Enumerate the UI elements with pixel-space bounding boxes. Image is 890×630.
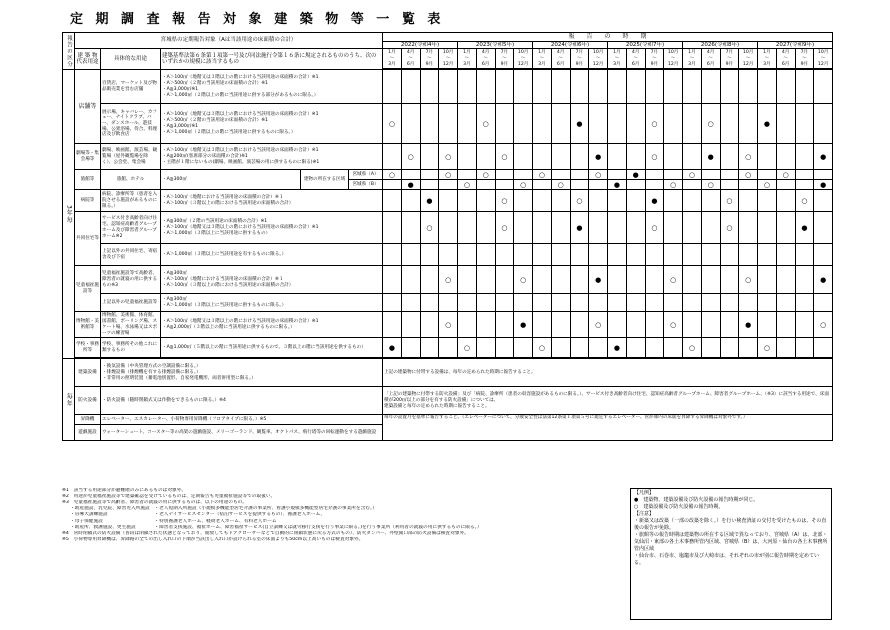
school-row <box>63 338 833 358</box>
store-name: 店舗等 <box>75 70 101 144</box>
mark-filled: ● <box>814 144 833 170</box>
mark-open: ○ <box>589 312 608 338</box>
theater-scale: ・A＞100㎡（地階又は３階以上の階における当該用途の床面積の合計）※1 ・A≧200㎡(客席部分の床面積の合計)※1 ・主階が１階にないもの(劇場、映画館、演芸場の用に供するものに限る)※1 <box>161 144 383 170</box>
theater-row <box>63 144 833 170</box>
mark-open: ○ <box>439 170 458 180</box>
month-cell: 1月 ～ 3月 <box>383 49 402 69</box>
elevator-note: 毎年の設置月を基準に報告すること。（エレベーターについて、分散安全性は法第12条第１項第５号に規定するエレベーター、管が庫内の床面を昇降する昇降機は対象外です。） <box>383 415 833 441</box>
store-row-1 <box>63 70 833 104</box>
mark-open: ○ <box>476 170 495 180</box>
mark-open: ○ <box>645 212 664 244</box>
notice-1: ・新築又は改築（一部の改築を除く。）を行い検査済証の交付を受けたものは、その直後の報告が免除。 <box>634 518 827 531</box>
hospital-use: 病院、診療所等（患者を入院させる施設があるものに限る。） <box>101 190 161 212</box>
hotel-scale: ・A≧300㎡ <box>161 170 301 190</box>
footnotes <box>62 488 622 543</box>
month-cell: 10月 ～ 12月 <box>664 49 683 69</box>
mark-open: ○ <box>664 266 683 294</box>
mark-open: ○ <box>495 190 514 212</box>
footnote: ・盲導犬訓練施設 ・老人デイサービスセンター（宿泊サービスを提供するもの）、養護老人ホーム、 <box>70 512 326 518</box>
welfare-use-1: 児童福祉施設等で高齢者、障害者の就寝の用に供するもの※3 <box>101 266 161 294</box>
year-2024: 2024(令和6年) <box>533 41 608 49</box>
mark-filled: ● <box>570 104 589 144</box>
housing-row-1 <box>63 212 833 244</box>
month-cell: 10月 ～ 12月 <box>739 49 758 69</box>
fire-row <box>63 387 833 415</box>
report-table <box>62 32 833 441</box>
mark-open: ○ <box>664 180 683 190</box>
mark-open: ○ <box>645 144 664 170</box>
hotel-name: 旅館等 <box>75 170 101 190</box>
store-row-2 <box>63 104 833 144</box>
mark-open: ○ <box>570 190 589 212</box>
ride-scale: ウォーターシュート、コースター等の高架の遊戯施設、メリーゴーランド、観覧車、オクトパス、飛行塔等の回転運動をする遊戯施設 <box>101 425 383 441</box>
theater-use: 劇場、映画館、演芸場、観覧場（屋外観覧場を除く）、公会堂、集会場 <box>101 144 161 170</box>
mark-open: ○ <box>458 180 477 190</box>
hotel-area-b: 宮城県（B） <box>349 180 383 190</box>
housing-use-1: サービス付き高齢者向け住宅、認知症高齢者グループホーム及び障害者グループホーム※2 <box>101 212 161 244</box>
footnote: ※2 用途が児童福祉施設等で建築確認を受けているものは、定期報告も児童福祉施設等での取扱い。 <box>62 494 276 500</box>
equipment-row <box>63 359 833 387</box>
fire-scale: ・防火設備（随時閉鎖式又は作動をできるものに限る。）※4 <box>101 387 383 415</box>
footnote: ※5 小荷物専用昇降機は、昇降路の全ての出し入れ口の下端が当該出し入れ口が設けられる室の床面よりも50cm以上高いものは検査対象外。 <box>62 536 364 542</box>
museum-name: 博物館・美術館等 <box>75 312 101 338</box>
legend-filled: ● 建築物、建築設備及び防火設備の報告時期が同じ。 <box>634 497 759 503</box>
mark-open: ○ <box>701 104 720 144</box>
housing-name: 共同住宅等 <box>75 212 101 266</box>
legend-open: ○ 建築設備及び防火設備の報告時期。 <box>634 504 724 510</box>
footnote: ・助産施設、乳児院、障害児入所施設 ・老人短期入所施設（小規模多機能型居宅介護の事業所、看護小規模多機能型居宅介護の事業所を含む。） <box>70 506 378 512</box>
mark-open: ○ <box>495 212 514 244</box>
mark-filled: ● <box>383 338 402 358</box>
scale-header: 建築基準法第６条第１項第一号及び同法施行令第１６条に規定されるもののうち、次のいずれかの規模に該当するもの <box>161 49 383 70</box>
concrete-use-header: 具体的な用途 <box>101 49 161 70</box>
welfare-row-1 <box>63 266 833 294</box>
museum-scale: ・A＞100㎡（地階又は３階以上の階における当該用途の床面積の合計）※1 ・A≧2,000㎡（３階以上の階に当該用途に供するものに限る。） <box>161 312 383 338</box>
welfare-scale-1: ・A≧300㎡ ・A＞100㎡（地階における当該用途の床面積の合計）※１ ・A＞100㎡（３階以上の階における当該用途の床面積の合計） <box>161 266 383 294</box>
welfare-use-2: 上記以外の児童福祉施設等 <box>101 294 161 312</box>
store-use-1: 百貨店、マーケット及び物品販売業を営む店舗 <box>101 70 161 104</box>
footnote: ※1 該当する用途部分が避難階のみにあるものは対象外。 <box>62 488 187 493</box>
footnote: ※4 常時閉鎖式の防火設備（普段は閉鎖された状態となっており、開放してもドアクローザーなどで自動的に閉鎖状態に戻る方式のもの）、防火ダンパー、外壁開口部の防火設備は検査対象外。 <box>62 530 469 536</box>
elevator-scale: エレベーター、エスカレーター、小荷物専用昇降機（フロアタイプに限る。）※5 <box>101 415 383 425</box>
notice-3: ・仙台市、石巻市、塩竈市及び大崎市は、それぞれの市が別に報告時期を定めている。 <box>634 553 820 566</box>
legend-box <box>630 488 832 620</box>
month-cell: 7月 ～ 9月 <box>795 49 814 69</box>
mark-filled: ● <box>589 144 608 170</box>
mark-open: ○ <box>720 190 739 212</box>
elevator-name: 昇降機 <box>75 415 101 425</box>
month-cell: 7月 ～ 9月 <box>720 49 739 69</box>
housing-use-2: 上記以外の共同住宅、寄宿舎及び下宿 <box>101 244 161 266</box>
mark-open: ○ <box>401 144 420 170</box>
mark-filled: ● <box>758 104 777 144</box>
hotel-use: 旅館、ホテル <box>101 170 161 190</box>
mark-open: ○ <box>439 312 458 338</box>
fire-name: 防火設備 <box>75 387 101 415</box>
mark-open: ○ <box>533 170 552 180</box>
museum-row <box>63 312 833 338</box>
store-scale-2: ・A＞100㎡（地階又は３階以上の階における当該用途の床面積の合計）※1 ・A＞500㎡（２階の当該用途の床面積の合計）※1 ・A≧3,000㎡※1 ・A＞1,000㎡（２階以上の階に当該用途に供するものに限る。） <box>161 104 383 144</box>
month-cell: 10月 ～ 12月 <box>439 49 458 69</box>
month-cell: 7月 ～ 9月 <box>420 49 439 69</box>
month-cell: 4月 ～ 6月 <box>401 49 420 69</box>
month-cell: 4月 ～ 6月 <box>776 49 795 69</box>
month-cell: 1月 ～ 3月 <box>533 49 552 69</box>
hotel-area-label: 建物の所在する区域 <box>301 170 349 190</box>
mark-filled: ● <box>401 180 420 190</box>
legend-title: 【凡例】 <box>634 490 655 496</box>
year-2026: 2026(令和8年) <box>683 41 758 49</box>
mark-open: ○ <box>533 338 552 358</box>
mark-open: ○ <box>683 170 702 180</box>
page-title: 定 期 調 査 報 告 対 象 建 築 物 等 一 覧 表 <box>70 12 445 27</box>
mark-open: ○ <box>739 144 758 170</box>
target-header: 宮城県の定期報告対象（Aは当該用途の床面積の合計） <box>75 33 383 49</box>
equipment-scale: ・換気設備（中央管理方式の空調設備に限る。） ・排煙設備（排煙機を有する排煙設備に限る。） ・非常用の照明装置（蓄電池別置形、自家発電機形、両者併用型に限る。） <box>101 359 383 387</box>
month-cell: 4月 ～ 6月 <box>476 49 495 69</box>
school-name: 学校・事務所等 <box>75 338 101 358</box>
month-cell: 7月 ～ 9月 <box>495 49 514 69</box>
mark-filled: ● <box>814 266 833 294</box>
mark-filled: ● <box>814 180 833 190</box>
month-cell: 7月 ～ 9月 <box>570 49 589 69</box>
month-cell: 4月 ～ 6月 <box>701 49 720 69</box>
mark-open: ○ <box>439 266 458 294</box>
year-2025: 2025(令和7年) <box>608 41 683 49</box>
year-2022: 2022(令和4年) <box>383 41 458 49</box>
mark-filled: ● <box>589 266 608 294</box>
school-scale: ・A≧1,000㎡（５階以上の階に当該用途に供するもので、３階以上の階に当該用途を供するもの） <box>161 338 383 358</box>
mark-open: ○ <box>795 190 814 212</box>
mark-open: ○ <box>758 338 777 358</box>
mark-filled: ● <box>701 144 720 170</box>
mark-filled: ● <box>645 190 664 212</box>
code-use-header: 建 築 物 代表用途 <box>75 49 101 70</box>
welfare-name: 児童福祉施設等 <box>75 266 101 312</box>
equipment-note: 上記の建築物に付帯する設備は、毎年の定められた時期に報告すること。 <box>383 359 833 387</box>
museum-use: 博物館、美術館、体育館、図書館、ボーリング場、スケート場、水泳場又はスポーツの練習場 <box>101 312 161 338</box>
mark-open: ○ <box>720 212 739 244</box>
welfare-row-2 <box>63 294 833 312</box>
notice-title: 【注意】 <box>634 511 655 517</box>
section-1yr: 毎年 <box>63 359 75 441</box>
month-cell: 10月 ～ 12月 <box>589 49 608 69</box>
hospital-row <box>63 190 833 212</box>
month-cell: 10月 ～ 12月 <box>814 49 833 69</box>
mark-open: ○ <box>739 170 758 180</box>
mark-open: ○ <box>589 170 608 180</box>
period-title: 報 告 の 時 期 <box>383 33 833 42</box>
mark-open: ○ <box>739 266 758 294</box>
footnote: ・母子保健施設 ・特別養護老人ホーム、軽費老人ホーム、有料老人ホーム <box>70 518 277 524</box>
mark-filled: ● <box>608 338 627 358</box>
mark-open: ○ <box>420 212 439 244</box>
store-use-2: 展示場、キャバレー、カフェー、ナイトクラブ、バー、ダンスホール、遊技場、公衆浴場、待合、料理店及び飲食店 <box>101 104 161 144</box>
month-cell: 4月 ～ 6月 <box>626 49 645 69</box>
mark-filled: ● <box>420 190 439 212</box>
mark-open: ○ <box>664 312 683 338</box>
month-cell: 1月 ～ 3月 <box>608 49 627 69</box>
month-cell: 1月 ～ 3月 <box>458 49 477 69</box>
elevator-row <box>63 415 833 425</box>
hospital-name: 病院等 <box>75 190 101 212</box>
mark-open: ○ <box>758 180 777 190</box>
mark-open: ○ <box>458 338 477 358</box>
mark-open: ○ <box>383 170 402 180</box>
footnote: ・助産所、救護施設、更生施設 ・障害者支援施設、福祉ホーム、障害福祉サービス(自立訓練又は就労移行支援を行う事業に限る。)を行う事業所（利用者の就寝の用に供するものに限る。） <box>70 524 482 530</box>
mark-open: ○ <box>776 170 795 180</box>
mark-open: ○ <box>814 312 833 338</box>
housing-scale-2: ・A＞1,000㎡（３階以上に当該用途を有するものに限る。） <box>161 244 383 266</box>
equipment-name: 建築設備 <box>75 359 101 387</box>
notice-2: ・旅館等の報告時期は建築物の所在する区域で異なっており、宮城県（A）は、北部・気仙沼・東部の各土木事務所管内区域、宮城県（B）は、大河原・仙台の各土木事務所管内区域 <box>634 532 828 552</box>
housing-row-2 <box>63 244 833 266</box>
month-cell: 1月 ～ 3月 <box>683 49 702 69</box>
mark-open: ○ <box>514 180 533 190</box>
mark-open: ○ <box>495 144 514 170</box>
month-cell: 1月 ～ 3月 <box>758 49 777 69</box>
ride-name: 遊戯施設 <box>75 425 101 441</box>
mark-filled: ● <box>795 212 814 244</box>
mark-open: ○ <box>439 144 458 170</box>
mark-filled: ● <box>739 312 758 338</box>
mark-filled: ● <box>626 170 645 180</box>
store-scale-1: ・A＞100㎡（地階又は３階以上の階における当該用途の床面積の合計）※1 ・A＞500㎡（２階の当該用途の床面積の合計）※1 ・A≧3,000㎡※1 ・A＞1,000㎡（２階以上の階に当該用途に供する部分があるものに限る。） <box>161 70 383 104</box>
month-cell: 7月 ～ 9月 <box>645 49 664 69</box>
month-cell: 4月 ～ 6月 <box>551 49 570 69</box>
fire-note: 「上記の建築物に付帯する防火設備」及び「病院、診療所（患者の収容施設があるものに限る。）、サービス付き高齢者向け住宅、認知症高齢者グループホーム、障害者グループホーム、（※3）に該当する用途で、床面積が200㎡以上の部分を有する防火設備」については、 建築設備と毎年の定められた時期に報告すること。 <box>383 387 833 415</box>
mark-open: ○ <box>645 104 664 144</box>
mark-open: ○ <box>701 180 720 190</box>
hotel-area-a: 宮城県（A） <box>349 170 383 180</box>
category-header: 報告の区分 <box>63 33 75 70</box>
footnote: ※3 児童福祉施設等で高齢者、障害者の就寝の用に供するものは、以下の用途のもの。 <box>62 500 247 506</box>
year-2023: 2023(令和5年) <box>458 41 533 49</box>
hotel-row-a <box>63 170 833 180</box>
mark-filled: ● <box>608 180 627 190</box>
theater-name: 劇場等・集会場等 <box>75 144 101 170</box>
section-3yr: 3年毎 <box>63 70 75 359</box>
mark-filled: ● <box>570 212 589 244</box>
report-table-wrapper <box>62 32 832 441</box>
hospital-scale: ・A＞100㎡（地階における当該用途の床面積の合計）※１ ・A＞100㎡（３階以上の階における当該用途の床面積の合計） <box>161 190 383 212</box>
mark-filled: ● <box>514 312 533 338</box>
mark-open: ○ <box>383 104 402 144</box>
mark-open: ○ <box>514 266 533 294</box>
month-cell: 10月 ～ 12月 <box>514 49 533 69</box>
housing-scale-1: ・A≧300㎡（２階の当該用途の床面積の合計）※1 ・A＞100㎡（地階又は３階以上の階における当該用途の床面積の合計）※1 ・A＞1,000㎡（３階以上に当該用途に供するもの） <box>161 212 383 244</box>
welfare-scale-2: ・A≧300㎡ ・A＞1,000㎡（３階以上に当該用途に供するものに限る。） <box>161 294 383 312</box>
mark-open: ○ <box>683 338 702 358</box>
year-2027: 2027(令和9年) <box>758 41 833 49</box>
mark-open: ○ <box>551 180 570 190</box>
mark-open: ○ <box>476 104 495 144</box>
school-use: 学校、事務所その他これに類するもの <box>101 338 161 358</box>
